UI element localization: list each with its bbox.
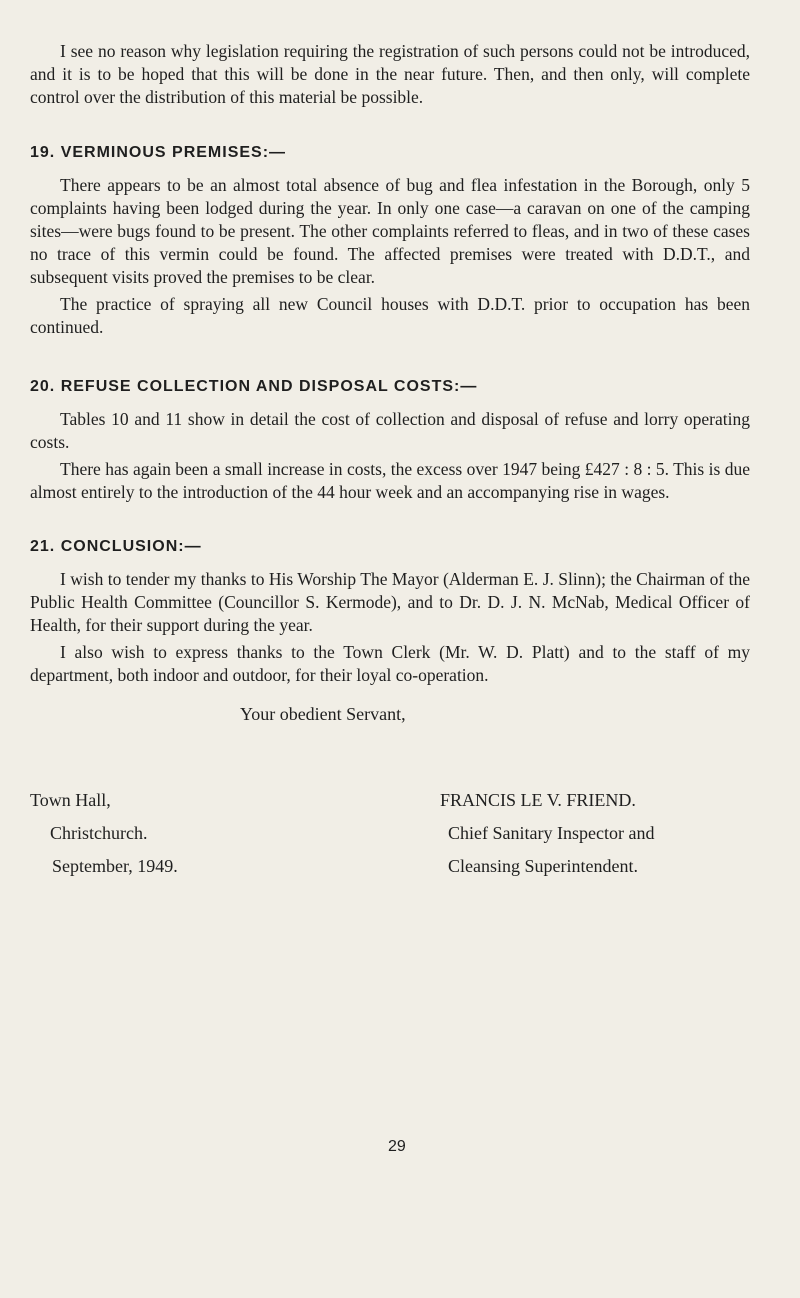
section-paragraph: I wish to tender my thanks to His Worship The Mayor (Alderman E. J. Slinn); the Chairman of the Public Health Committee (Councillor S. Kermode), and to Dr. D. J. N. McNab, Medical Officer of Health, for their support during the year.	[30, 569, 750, 635]
section-paragraph: There has again been a small increase in costs, the excess over 1947 being £427 : 8 : 5. This is due almost entirely to the introduction of the 44 hour week and an accompanying rise in wages.	[30, 459, 750, 502]
address-line: Town Hall,	[30, 790, 111, 810]
signature-block	[440, 784, 654, 883]
section-verminous-premises	[30, 144, 750, 339]
signature-title: Chief Sanitary Inspector and	[448, 823, 655, 843]
valediction: Your obedient Servant,	[240, 704, 406, 724]
address-block	[30, 784, 178, 883]
section-heading: 19. VERMINOUS PREMISES:—	[30, 144, 287, 161]
section-heading: 21. CONCLUSION:—	[30, 538, 202, 555]
intro-block	[30, 40, 750, 109]
section-paragraph: Tables 10 and 11 show in detail the cost of collection and disposal of refuse and lorry operating costs.	[30, 409, 750, 452]
section-heading: 20. REFUSE COLLECTION AND DISPOSAL COSTS:—	[30, 378, 478, 395]
section-conclusion	[30, 538, 750, 687]
intro-paragraph: I see no reason why legislation requiring the registration of such persons could not be introduced, and it is to be hoped that this will be done in the near future. Then, and then only, will complete control over the distribution of this material be possible.	[30, 41, 750, 107]
address-line: Christchurch.	[50, 823, 148, 843]
section-paragraph: There appears to be an almost total absence of bug and flea infestation in the Borough, only 5 complaints having been lodged during the year. In only one case—a caravan on one of the camping sites—were bugs found to be present. The other complaints referred to fleas, and in two of these cases no trace of this vermin could be found. The affected premises were treated with D.D.T., and subsequent visits proved the premises to be clear.	[30, 175, 750, 287]
section-refuse-costs	[30, 378, 750, 504]
address-line: September, 1949.	[52, 856, 178, 876]
section-paragraph: The practice of spraying all new Council houses with D.D.T. prior to occupation has been continued.	[30, 294, 750, 337]
page-number: 29	[388, 1138, 406, 1155]
section-paragraph: I also wish to express thanks to the Town Clerk (Mr. W. D. Platt) and to the staff of my department, both indoor and outdoor, for their loyal co-operation.	[30, 642, 750, 685]
signature-name: FRANCIS LE V. FRIEND.	[440, 790, 636, 810]
signature-title: Cleansing Superintendent.	[448, 856, 638, 876]
